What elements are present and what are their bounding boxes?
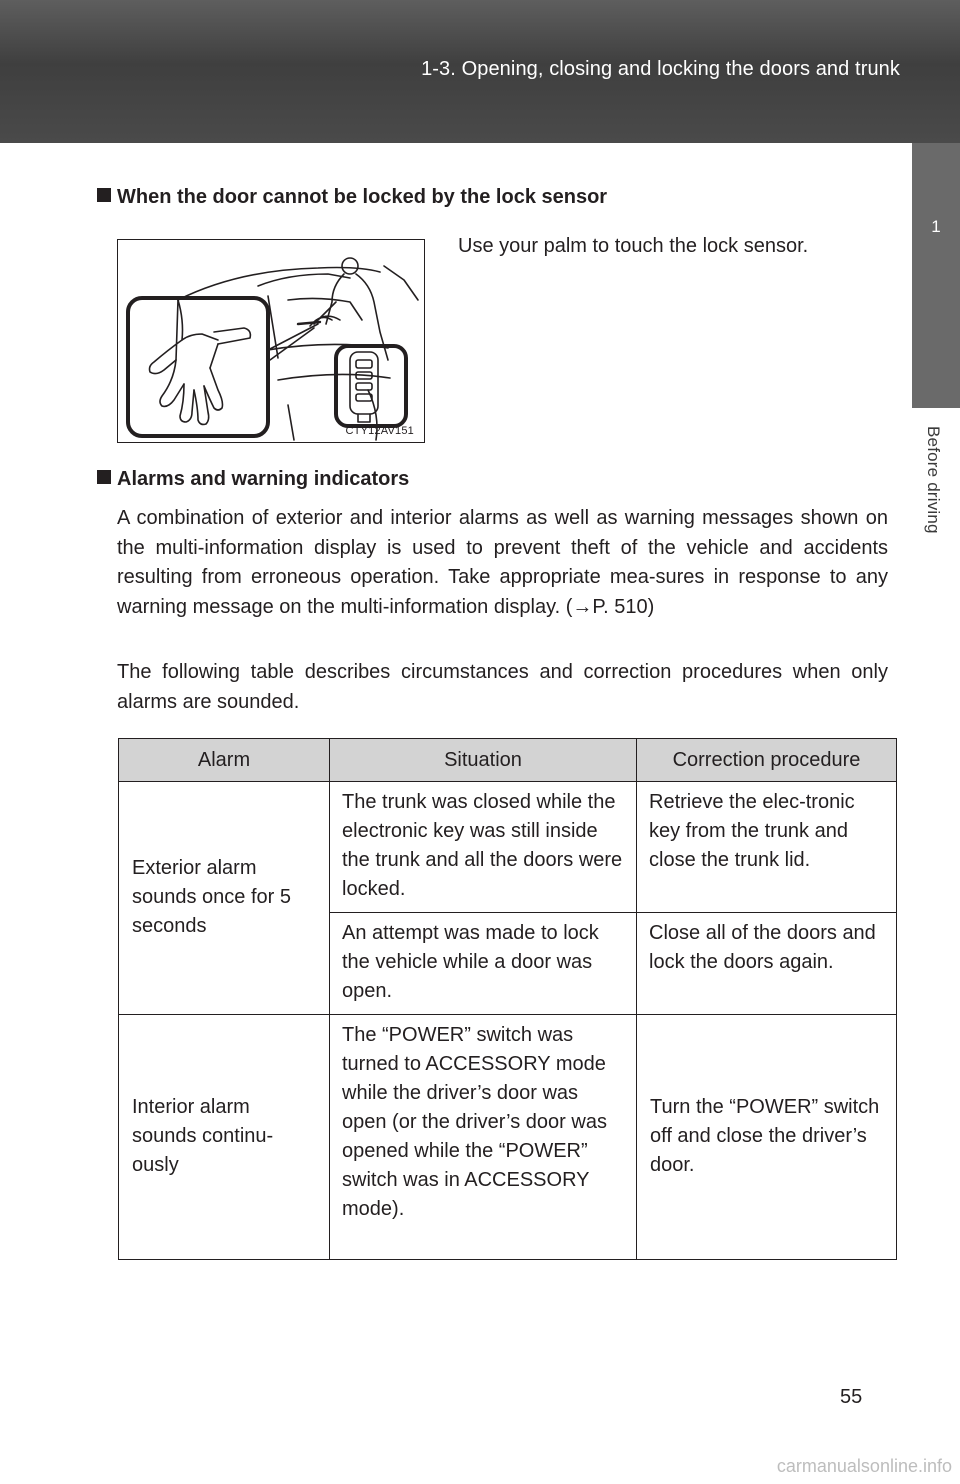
lock-sensor-instruction: Use your palm to touch the lock sensor. (458, 235, 809, 257)
alarm-cell: Exterior alarm sounds once for 5 seconds (119, 782, 330, 1015)
header-alarm: Alarm (119, 739, 330, 782)
heading-alarms (97, 468, 409, 491)
page-number: 55 (840, 1386, 863, 1408)
correction-cell: Retrieve the elec-tronic key from the trunk and close the trunk lid. (637, 782, 897, 913)
correction-cell: Turn the “POWER” switch off and close the driver’s door. (637, 1015, 897, 1260)
heading-lock-sensor (97, 186, 607, 209)
car-hand-key-drawing (118, 240, 424, 442)
correction-cell: Close all of the doors and lock the doors again. (637, 913, 897, 1015)
table-row (119, 782, 897, 913)
situation-cell: The “POWER” switch was turned to ACCESSORY mode while the driver’s door was open (or the driver’s door was opened while the “POWER” switch was in ACCESSORY mode). (330, 1015, 637, 1260)
section-title: 1-3. Opening, closing and locking the doors and trunk (421, 58, 900, 80)
alarms-paragraph-2: The following table describes circumstances and correction procedures when only alarms are sounded. (117, 661, 888, 713)
alarm-cell: Interior alarm sounds continu-ously (119, 1015, 330, 1260)
watermark: carmanualsonline.info (776, 1456, 952, 1476)
illustration-code: CTY12AV151 (345, 425, 414, 437)
chapter-number: 1 (931, 217, 941, 236)
lock-sensor-illustration (117, 239, 425, 443)
header-band (0, 0, 960, 143)
chapter-label-area (912, 408, 960, 588)
header-situation: Situation (330, 739, 637, 782)
table-header-row (119, 739, 897, 782)
heading-lock-sensor-text: When the door cannot be locked by the lock sensor (117, 186, 608, 208)
situation-cell: An attempt was made to lock the vehicle while a door was open. (330, 913, 637, 1015)
chapter-tab (912, 143, 960, 408)
situation-cell: The trunk was closed while the electronic key was still inside the trunk and all the doors were locked. (330, 782, 637, 913)
chapter-label: Before driving (924, 426, 943, 534)
header-correction: Correction procedure (637, 739, 897, 782)
table-row (119, 1015, 897, 1260)
square-bullet-icon (97, 470, 111, 484)
alarms-paragraph-1: A combination of exterior and interior alarms as well as warning messages shown on the multi-information display is used to prevent theft of the vehicle and accidents resulting from erroneous operation. Take appropriate mea-sures in response to any warning message on the multi-information display. (→P. 510) (117, 507, 888, 618)
heading-alarms-text: Alarms and warning indicators (117, 468, 410, 490)
alarm-table (118, 738, 897, 1260)
square-bullet-icon (97, 188, 111, 202)
